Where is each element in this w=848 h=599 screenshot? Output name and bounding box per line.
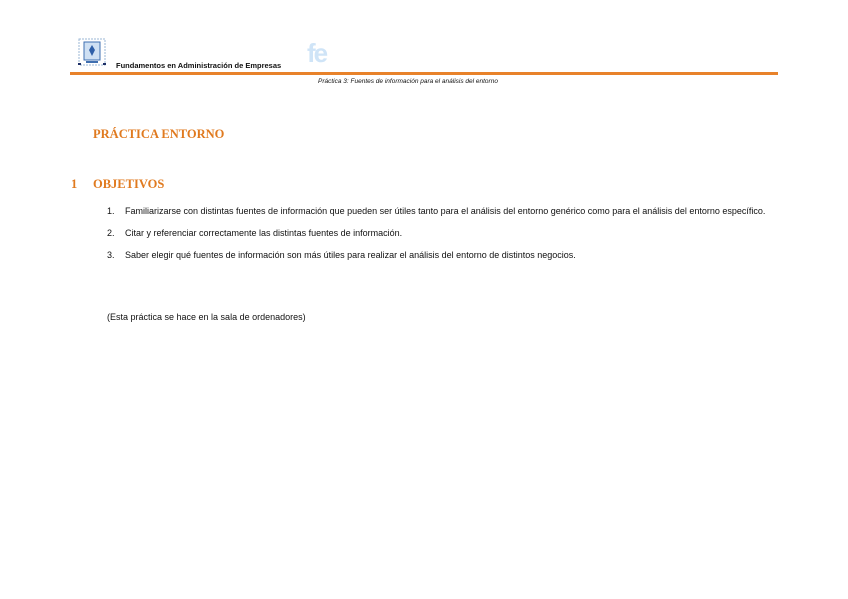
list-item [107,244,767,266]
list-item-text: Citar y referenciar correctamente las distintas fuentes de información. [125,228,403,238]
list-marker: 1. [107,206,115,216]
list-item [107,222,767,244]
course-name: Fundamentos en Administración de Empresas [116,61,282,70]
section-number: 1 [71,177,78,191]
section-title: OBJETIVOS [93,177,165,191]
note-text: (Esta práctica se hace en la sala de ordenadores) [107,312,306,322]
list-marker: 2. [107,228,115,238]
list-item-text: Saber elegir qué fuentes de información son más útiles para realizar el análisis del entorno de distintos negocios. [125,250,576,260]
objectives-list [107,200,767,266]
header-subtitle: Práctica 3: Fuentes de información para el análisis del entorno [318,78,498,85]
list-item-text: Familiarizarse con distintas fuentes de información que pueden ser útiles tanto para el análisis del entorno genérico como para el análisis del entorno específico. [125,206,766,216]
header-divider [70,72,778,75]
fe-logo: fe [307,38,327,68]
section-heading [71,177,164,192]
list-item [107,200,767,222]
list-marker: 3. [107,250,115,260]
university-crest-icon [78,38,106,66]
document-title: PRÁCTICA ENTORNO [93,127,225,141]
